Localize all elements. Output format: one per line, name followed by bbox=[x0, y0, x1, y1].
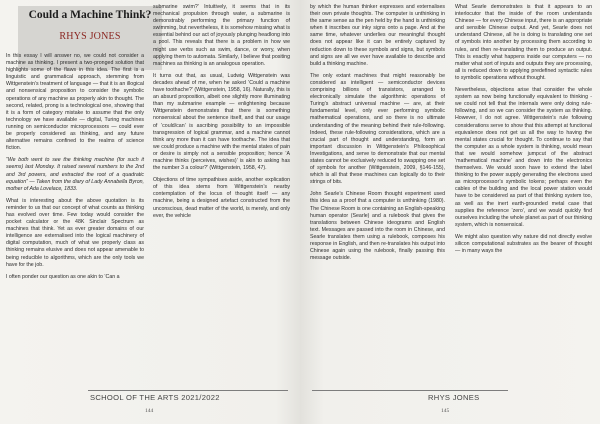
paragraph: In this essay I will answer no, we could not consider a machine as thinking. I present a two-pronged solution that highlights some of the flaws in this idea. The first is a linguistic and grammatical approach, stemming from Wittgenstein’s treatment of language — that it is an illogical and nonsensical proposition to consider the symbolic operations of any machine as properly akin to thought. The second, related, prong is a technological one, showing that it is a form of category mistake to assume that the only technology we have available — digital, Turing machines running on semiconductor microprocessors — could ever be properly considered as thinking, and any future alternative remains confined to the realms of science fiction. bbox=[6, 53, 144, 152]
left-column-1 bbox=[6, 53, 144, 286]
paragraph: The only extant machines that might reasonably be considered as intelligent — semiconductor devices comprising billions of transistors, arranged to electronically simulate the algorithmic operations of Turing’s abstract universal machine — are, at their fundamental level, only ever performing symbolic mathematical operations, and so there is no ultimate understanding of the meaning behind their rule-following. Indeed, these rule-following considerations, which are a crucial part of thought and understanding, form an important discussion in Wittgenstein’s Philosophical Investigations, and serve to demonstrate that our mental states cannot be exclusively reduced to swapping one set of symbols for another (Wittgenstein, 2009, §146-155), which is all that these machines can logically do to their strings of bits. bbox=[310, 72, 445, 186]
paragraph: I often ponder our question as one akin to ‘Can a bbox=[6, 273, 120, 280]
paragraph: It turns out that, as usual, Ludwig Wittgenstein was decades ahead of me, when he asked ‘Could a machine have toothache?’ (Wittgenstein, 1958, 16). Naturally, this is an absurd proposition, albeit one slightly more illuminating than my submarine example — enlightening because Wittgenstein demonstrates that there is something nonsensical about the sentence itself, and that our usage of ‘could/can’ is ascribing possibility to an impossible transgression of logical grammar, and a machine cannot think any more than it can have toothache. The idea that we could produce a machine with the mental states of pain or desire is simply not a sensible proposition; hence ‘A machine thinks (perceives, wishes)’ is akin to asking has the number 3 a colour?’ (Wittgenstein, 1958, 47). bbox=[153, 72, 290, 172]
paragraph: We might also question why nature did not directly evolve silicon computational substrates as the bearer of thought — in many ways the bbox=[455, 233, 592, 255]
footer-rule bbox=[88, 390, 288, 391]
paragraph: What is interesting about the above quotation is its reminder to us that our concept of what counts as thinking has evolved over time. Few today would consider the pocket calculator or the 48K Sinclair Spectrum as machines that think. Yet as ever greater domains of our intelligence are externalised into the logical machinery of digital computation, much of what we properly class as thinking remains elusive and does not appear amenable to being reducible to algorithms, which are the only tools we have for the job. bbox=[6, 197, 144, 268]
paragraph: John Searle’s Chinese Room thought experiment used this idea as a proof that a computer is unthinking (1980). The Chinese Room is one containing an English-speaking human operator (Searle) and a rulebook that gives the translations between Chinese ideograms and English text. Messages are passed into the room in Chinese, and Searle translates them using a rulebook, composes his response in English, and then re-translates his output into Chinese again using the rulebook, finally passing this message outside. bbox=[310, 191, 445, 262]
left-footer: SCHOOL OF THE ARTS 2021/2022 bbox=[90, 393, 220, 402]
left-column-2 bbox=[153, 4, 290, 225]
right-column-1 bbox=[310, 4, 445, 267]
paragraph: submarine swim?’ Intuitively, it seems that in its mechanical propulsion through water, a submarine is demonstrably performing the primary function of swimming, but nevertheless, it is somehow missing what is essential behind our act of joyously plunging headlong into a pool. This reveals that there is a problem in how we might use verbs such as swim, dance, or worry, when applying them to automata. Similarly, I believe that positing machines as thinking is an analogous operation. bbox=[153, 4, 290, 67]
paragraph: What Searle demonstrates is that it appears to an interlocutor that the inside of the room understands Chinese — for every Chinese input, there is an appropriate and sensible Chinese output. And yet, Searle does not understand Chinese, all he is doing is translating one set of symbols into another by processing them according to rules, and then re-translating them to produce an output. This is exactly what happens inside our computers — no matter what sort of inputs and outputs they are processing, all is reduced down to applying predefined syntactic rules to symbolic operations without thought. bbox=[455, 4, 592, 81]
right-page-number: 145 bbox=[441, 408, 450, 414]
article-title: Could a Machine Think? bbox=[28, 9, 152, 21]
footer-rule bbox=[312, 390, 508, 391]
right-footer: RHYS JONES bbox=[428, 393, 480, 402]
right-column-2 bbox=[455, 4, 592, 260]
paragraph: Nevertheless, objections arise that consider the whole system as now being functionally equivalent to thinking - we could not tell that the internals were only doing rule-following, and so we can consider the system as thinking. However, I do not agree. Wittgenstein’s rule following considerations serve to show that this attempt at functional equivalence does not get us all the way to having the mental states crucial for thought. To continue to say that the computer as a whole system is thinking, would mean that we would somehow jumpcut of the abstract ‘mathematical machine’ and down into the electronics themselves. We would soon have to extend the label thinking to the power supply generating the electrons used as microprocessor’s symbolic tokens; perhaps even the cables of the building and the local power station would have to be considered as part of that thinking system too, as well as the inert earth-grounded metal case that supplies the reference ‘zero’, and we would quickly find ourselves including the whole planet as part of our thinking system, which is nonsensical. bbox=[455, 87, 592, 228]
paragraph: by which the human thinker expresses and externalises their own private thoughts. The computer is unthinking in the same sense as the pen held by the hand is unthinking when it inscribes our inky signs onto a page. And at the same time, whatever underlies our meaningful thought does not appear like it can be entirely captured by reduction down to these symbols and signs, but symbols and signs are all we ever have available to describe and build a thinking machine. bbox=[310, 4, 445, 67]
quotation: “We both went to see the thinking machine (for such it seems) last Monday. It raised several numbers to the 2nd and 3rd powers, and extracted the root of a quadratic equation” — Taken from the diary of Lady Annabella Byron, mother of Ada Lovelace, 1833. bbox=[6, 157, 144, 192]
article-author: RHYS JONES bbox=[59, 31, 121, 42]
paragraph: Objections of time sympathises aside, another explication of this idea stems from Wittgenstein’s nearby contemplation of the locus of thought itself — any machine, being a designed artefact constructed from the unconscious, dead matter of the world, is merely, and only ever, the vehicle bbox=[153, 177, 290, 219]
left-page-number: 144 bbox=[145, 408, 154, 414]
right-page bbox=[300, 0, 600, 424]
